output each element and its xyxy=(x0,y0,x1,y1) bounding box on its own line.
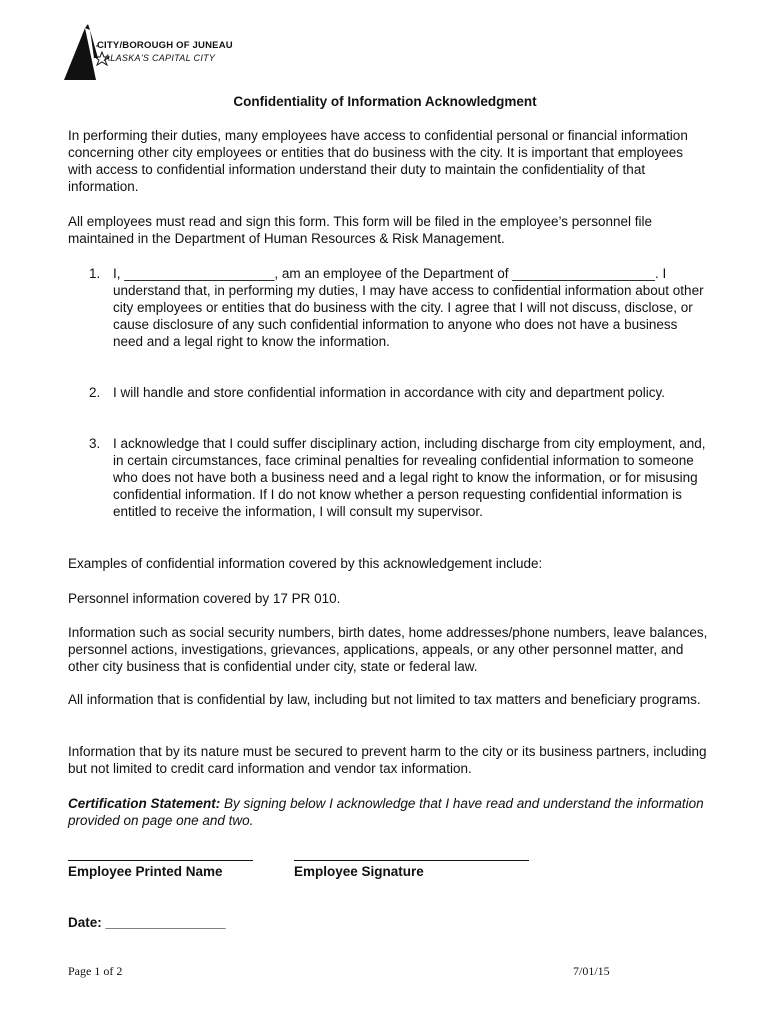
list-text: I, ____________________, am an employee of the Department of ___________________. I understand that, in performing my duties, I may have access to confidential information about other city employees or entities that do business with the city. I agree that I will not discuss, disclose, or cause disclosure of any such confidential information to anyone who does not have a business need and a legal right to know the information. xyxy=(113,266,704,349)
printed-name-label: Employee Printed Name xyxy=(68,864,223,879)
signature-line[interactable] xyxy=(294,860,529,861)
revision-date: 7/01/15 xyxy=(573,964,610,978)
personnel-paragraph: Personnel information covered by 17 PR 010. xyxy=(68,591,341,606)
logo-text-capital: ALASKA'S CAPITAL CITY xyxy=(104,53,216,63)
list-number: 2. xyxy=(89,385,101,400)
all-employees-paragraph: All employees must read and sign this form. This form will be filed in the employee’s personnel file maintained in the Department of Human Resources & Risk Management. xyxy=(68,214,653,246)
certification-label: Certification Statement: xyxy=(68,796,221,811)
intro-paragraph: In performing their duties, many employees have access to confidential personal or financial information concerning other city employees or entities that do business with the city. It is important that employees with access to confidential information understand their duty to maintain the confidentiality of that information. xyxy=(68,128,688,194)
printed-name-line[interactable] xyxy=(68,860,253,861)
by-nature-paragraph: Information that by its nature must be secured to prevent harm to the city or its business partners, including but not limited to credit card information and vendor tax information. xyxy=(68,744,707,776)
document-title: Confidentiality of Information Acknowledgment xyxy=(233,94,537,109)
list-text: I acknowledge that I could suffer disciplinary action, including discharge from city employment, and, in certain circumstances, face criminal penalties for revealing confidential information to someone who does not have both a business need and a legal right to know the information, or for misusing confidential information. If I do not know whether a person requesting confidential information is entitled to receive the information, I will consult my supervisor. xyxy=(113,436,706,519)
date-field[interactable]: Date: ________________ xyxy=(68,915,226,930)
list-number: 3. xyxy=(89,436,101,451)
list-number: 1. xyxy=(89,266,101,281)
logo-text-city: CITY/BOROUGH OF JUNEAU xyxy=(97,40,233,51)
certification-statement xyxy=(68,795,708,829)
information-paragraph: Information such as social security numbers, birth dates, home addresses/phone numbers, leave balances, personnel actions, investigations, grievances, applications, appeals, or any other personnel matter, and other city business that is confidential under city, state or federal law. xyxy=(68,625,708,674)
examples-paragraph: Examples of confidential information covered by this acknowledgement include: xyxy=(68,556,543,571)
list-text: I will handle and store confidential information in accordance with city and department policy. xyxy=(113,385,666,400)
certification-text: By signing below I acknowledge that I have read and understand the information provided on page one and two. xyxy=(68,796,704,828)
page-number: Page 1 of 2 xyxy=(68,964,123,978)
signature-label: Employee Signature xyxy=(294,864,424,879)
by-law-paragraph: All information that is confidential by law, including but not limited to tax matters and beneficiary programs. xyxy=(68,692,701,707)
